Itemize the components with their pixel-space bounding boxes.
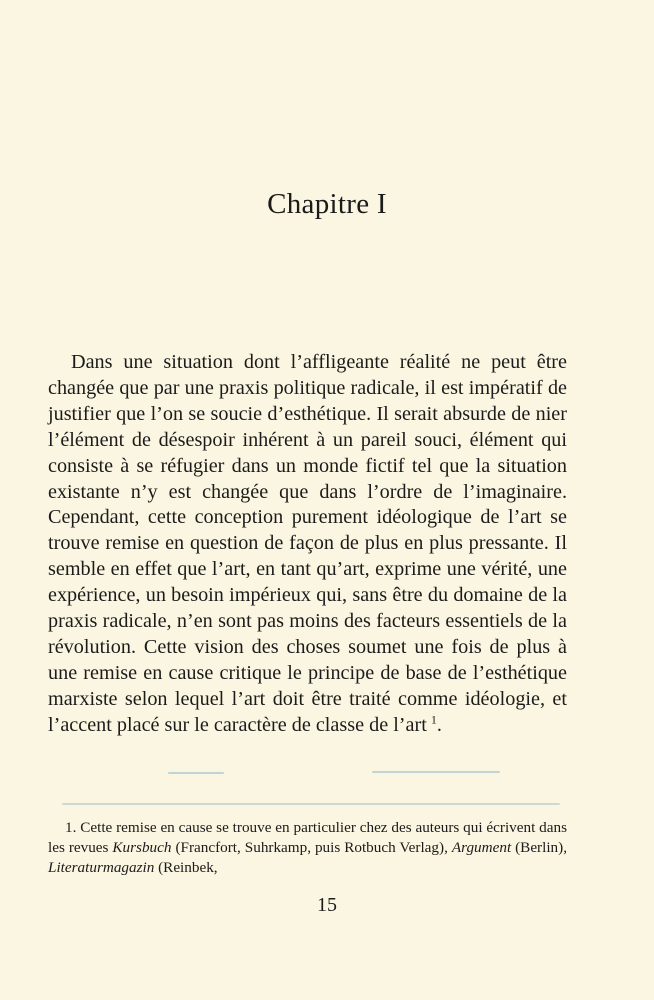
pencil-underline-mark	[168, 772, 224, 774]
journal-title: Literaturmagazin	[48, 859, 155, 876]
footnote-text: (Berlin),	[511, 839, 568, 856]
footnote-reference[interactable]: 1	[430, 711, 437, 726]
paragraph-text: Dans une situation dont l’affligeante réalité ne peut être changée que par une praxis politique radicale, il est impératif de justifier que l’on se soucie d’esthétique. Il serait absurde de nier l’élément de désespoir inhérent à un pareil souci, élément qui consiste à se réfugier dans un monde fictif tel que la situation existante n’y est changée que dans l’ordre de l’imaginaire. Cependant, cette conception purement idéologique de l’art se trouve remise en question de façon de plus en plus pressante. Il semble en effet que l’art, en tant qu’art, exprime une vérité, une expérience, un besoin impérieux qui, sans être du domaine de la praxis radicale, n’en sont pas moins des facteurs essentiels de la révolution. Cette vision des choses soumet une fois de plus à une remise en cause critique le principe de base de l’esthétique marxiste selon lequel l’art doit être traité comme idéologie, et l’accent placé sur le caractère de classe de l’art	[48, 351, 567, 736]
footnote-text: (Francfort, Suhrkamp, puis Rotbuch Verlag),	[171, 839, 452, 856]
page-number: 15	[317, 894, 337, 916]
pencil-underline-mark	[372, 771, 500, 773]
journal-title: Argument	[451, 839, 512, 856]
footnote-text: (Reinbek,	[154, 859, 218, 876]
body-paragraph: Dans une situation dont l’affligeante réalité ne peut être changée que par une praxis politique radicale, il est impératif de justifier que l’on se soucie d’esthétique. Il serait absurde de nier l’élément de désespoir inhérent à un pareil souci, élément qui consiste à se réfugier dans un monde fictif tel que la situation existante n’y est changée que dans l’ordre de l’imaginaire. Cependant, cette conception purement idéologique de l’art se trouve remise en question de façon de plus en plus pressante. Il semble en effet que l’art, en tant qu’art, exprime une vérité, une expérience, un besoin impérieux qui, sans être du domaine de la praxis radicale, n’en sont pas moins des facteurs essentiels de la révolution. Cette vision des choses soumet une fois de plus à une remise en cause critique le principe de base de l’esthétique marxiste selon lequel l’art doit être traité comme idéologie, et l’accent placé sur le caractère de classe de l’art $^1$.	[48, 351, 567, 736]
pencil-underline-mark	[62, 803, 560, 805]
journal-title: Kursbuch	[112, 839, 172, 856]
footnote	[48, 818, 567, 878]
footnote-number: 1.	[65, 819, 77, 836]
footnote-text: Cette remise en cause se trouve en particulier chez des auteurs qui écrivent dans les revues	[48, 819, 567, 856]
chapter-title: Chapitre I	[267, 188, 387, 220]
